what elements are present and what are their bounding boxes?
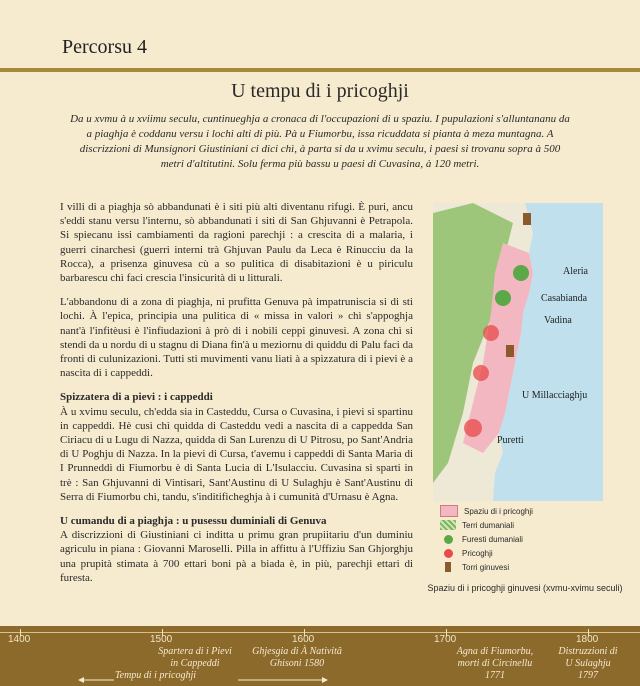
header-rule — [0, 68, 640, 72]
paragraph-2: L'abbandonu di a zona di piaghja, ni prufitta Genuva pà impatruniscia si di sti lochi. À l'epica, principia una pulitica di « missa in valori » chì s'appoghja nant'à l'infitèusi è l'infiudazioni à prò di i nobili ceppi ginuvesi. A zona chì si stendi da u nordu di u stagnu di Diana fin'à u meziornu di quiddu di Palu faci da fronti di culunizazioni. Tutti sti muvimenti vanu liati à a spizzatura di i pievi è a nascita di i cappeddi. — [60, 296, 413, 380]
map — [433, 203, 603, 501]
timeline-event: Ghjesgia di À Nativitâ Ghisoni 1580 — [252, 646, 342, 669]
legend — [440, 504, 610, 574]
timeline-line — [0, 632, 640, 633]
place-puretti: Puretti — [497, 435, 524, 446]
place-vadina: Vadina — [544, 315, 572, 326]
timeline-event: Agna di Fiumorbu, morti di Circinellu 1771 — [456, 646, 534, 681]
forest-dot — [513, 265, 529, 281]
year-1600: 1600 — [292, 634, 315, 645]
tower-icon — [440, 562, 456, 572]
paragraph-1: I villi di a piaghja sò abbandunati è i siti più alti diventanu rifugi. È puri, ancu s'eddi stanu versu l'internu, sò abbandunati i siti di San Ghjuvanni è Petrapola. Si spiecanu issi cambiamenti da ragioni parechji : a crescita di a malaria, i guerri cinarchesi (guerri interni trà Ghjuvan Paulu da Leca è Rinucciu da la Rocca), a prisenza ginuvesa cù a so pulitica di disabitazioni è u piriculu barbarescu chì faci crescia l'insicurità di u litturali. — [60, 201, 413, 285]
green-hatch-icon — [440, 520, 456, 530]
legend-item: Terri dumaniali — [440, 518, 610, 532]
tower-icon — [506, 345, 514, 357]
year-1500: 1500 — [150, 634, 173, 645]
red-dot-icon — [440, 548, 456, 558]
section1-heading: Spizzatera di a pievi : i cappeddi — [60, 391, 213, 404]
green-dot-icon — [440, 534, 456, 544]
pricoghju-dot — [473, 365, 489, 381]
legend-item: Spaziu di i pricoghji — [440, 504, 610, 518]
section-title: Percorsu 4 — [62, 36, 147, 58]
header — [0, 0, 640, 70]
tower-icon — [523, 213, 531, 225]
year-1400: 1400 — [8, 634, 31, 645]
legend-item: Pricoghji — [440, 546, 610, 560]
timeline-event: Spartera di i Pievi in Cappeddi — [158, 646, 232, 669]
pricoghju-dot — [464, 419, 482, 437]
pricoghju-dot — [483, 325, 499, 341]
body-text — [60, 200, 413, 595]
place-millacciaghju: U Millacciaghju — [522, 390, 588, 401]
section2-heading: U cumandu di a piaghja : u pusessu duminiali di Genuva — [60, 515, 327, 528]
timeline-range-label: Tempu di i pricoghji — [115, 670, 197, 681]
place-aleria: Aleria — [563, 266, 588, 277]
page-title: U tempu di i pricoghji — [231, 80, 409, 102]
section2-text: A discrizzioni di Giustiniani ci inditta u primu gran prupiitariu d'un duminiu agriculu in piana : Giovanni Maroselli. Pilla in affittu à l'Uffiziu San Ghjorghju una prupità stimata à 700 ettari boni pà a biada è, in più, parechji ettari di furesta. — [60, 529, 413, 584]
pink-square-icon — [440, 505, 458, 517]
timeline-event: Distruzzioni di U Sulaghju 1797 — [558, 646, 618, 681]
year-1800: 1800 — [576, 634, 599, 645]
place-casabianda: Casabianda — [541, 293, 588, 304]
legend-item: Torri ginuvesi — [440, 560, 610, 574]
forest-dot — [495, 290, 511, 306]
year-1700: 1700 — [434, 634, 457, 645]
map-caption: Spaziu di i pricoghji ginuvesi (xvmu-xvimu seculi) — [427, 583, 623, 593]
legend-item: Furesti dumaniali — [440, 532, 610, 546]
intro-text: Da u xvmu à u xviimu seculu, cuntinueghja a cronaca di l'occupazioni di u spaziu. I pupulazioni s'alluntananu da a piaghja è coddanu versu i lochi alti di più. Pà u Fiumorbu, issa ricuddata si pianta à meza muntagna. A discrizzioni di Munsignori Giustiniani ci dici chì, à parta si da u xvimu seculu, i paesi si trovanu sopra à 500 metri d'altitutini. Solu ferma più bassu u paesi di Cuvasina, à 120 metri. — [70, 113, 570, 170]
section1-text: À u xvimu seculu, ch'edda sia in Casteddu, Cursa o Cuvasina, i pievi si spartinu in cappeddi. Hè cusì chì quidda di Casteddu vedi a nascita di a cappedda San Ciriacu di u Lugu di Nazza, quidda di San Lurenzu di U Pitrosu, po Sant'Andria di U Poghju di Nazza. In la pievi di Cursa, t'avemu i cappeddi di Santa Maria di I Prunneddi di Fiumorbu è di Santa Lucia di L'Isulacciu. Cuvasina si sparti in trè : San Ghjuvanni di Vintisari, Sant'Austinu di U Sulaghju è Sant'Austinu di Serra di Fiumorbu chì, tandu, s'inditificheghja à i cumunità d'Urnasu è Agna. — [60, 405, 413, 503]
